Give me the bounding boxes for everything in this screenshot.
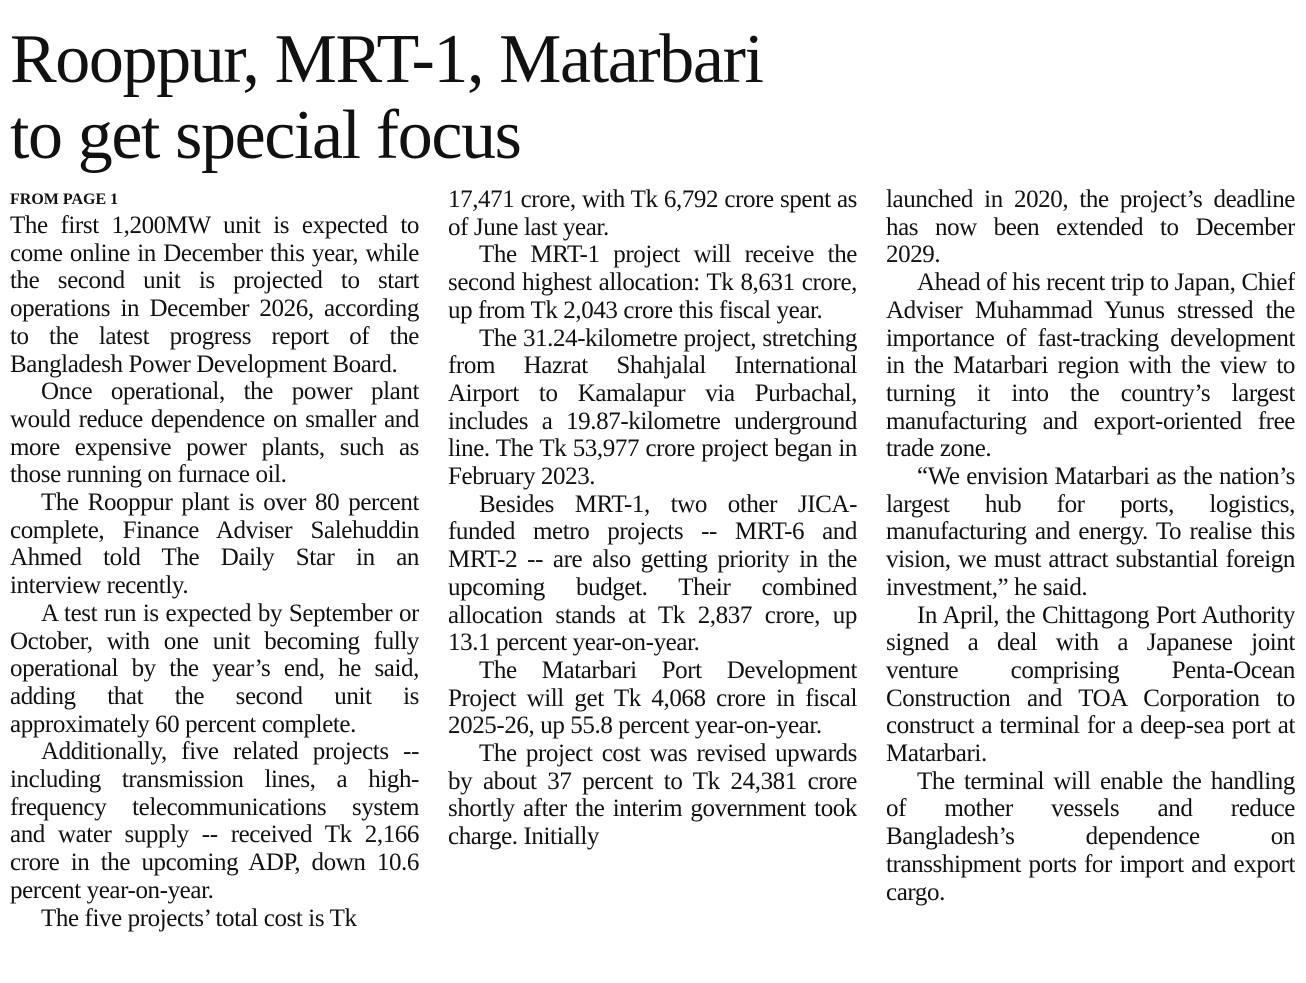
kicker: FROM PAGE 1	[10, 191, 119, 208]
article-column-2	[448, 186, 857, 978]
paragraph: The project cost was revised upwards by about 37 percent to Tk 24,381 crore shortly after the interim government took charge. Initially	[448, 740, 857, 851]
paragraph: The first 1,200MW unit is expected to come online in December this year, while the second unit is projected to start operations in December 2026, according to the latest progress report of the Bangladesh Power Development Board.	[10, 212, 419, 378]
article-column-1	[10, 186, 419, 978]
paragraph: The MRT-1 project will receive the second highest allocation: Tk 8,631 crore, up from Tk 2,043 crore this fiscal year.	[448, 241, 857, 324]
paragraph: The Matarbari Port Development Project will get Tk 4,068 crore in fiscal 2025-26, up 55.8 percent year-on-year.	[448, 656, 857, 740]
headline-line-1: Rooppur, MRT-1, Matarbari	[10, 21, 763, 98]
paragraph: The Rooppur plant is over 80 percent complete, Finance Adviser Salehuddin Ahmed told The Daily Star in an interview recently.	[10, 489, 419, 600]
paragraph: Additionally, five related projects -- including transmission lines, a high-frequency telecommunications system and water supply -- received Tk 2,166 crore in the upcoming ADP, down 10.6 percent year-on-year.	[10, 738, 419, 904]
paragraph: Once operational, the power plant would reduce dependence on smaller and more expensive power plants, such as those running on furnace oil.	[10, 378, 419, 489]
paragraph: A test run is expected by September or October, with one unit becoming fully operational by the year’s end, he said, adding that the second unit is approximately 60 percent complete.	[10, 599, 419, 738]
paragraph: launched in 2020, the project’s deadline has now been extended to December 2029.	[886, 186, 1295, 269]
paragraph: The 31.24-kilometre project, stretching from Hazrat Shahjalal International Airport to Kamalapur via Purbachal, includes a 19.87-kilometre underground line. The Tk 53,977 crore project began in February 2023.	[448, 324, 857, 491]
paragraph: The five projects’ total cost is Tk	[41, 904, 357, 932]
paragraph: “We envision Matarbari as the nation’s largest hub for ports, logistics, manufacturing and energy. To realise this vision, we must attract substantial foreign investment,” he said.	[886, 463, 1295, 601]
paragraph: 17,471 crore, with Tk 6,792 crore spent as of June last year.	[448, 186, 857, 241]
headline-line-2: to get special focus	[10, 97, 521, 174]
paragraph: The terminal will enable the handling of mother vessels and reduce Bangladesh’s dependence on transshipment ports for import and export cargo.	[886, 767, 1295, 906]
article-column-3	[886, 186, 1295, 978]
paragraph: Ahead of his recent trip to Japan, Chief Adviser Muhammad Yunus stressed the importance of fast-tracking development in the Matarbari region with the view to turning it into the country’s largest manufacturing and export-oriented free trade zone.	[886, 269, 1295, 463]
headline	[10, 22, 1290, 174]
paragraph: In April, the Chittagong Port Authority signed a deal with a Japanese joint venture comprising Penta-Ocean Construction and TOA Corporation to construct a terminal for a deep-sea port at Matarbari.	[886, 601, 1295, 768]
paragraph: Besides MRT-1, two other JICA-funded metro projects -- MRT-6 and MRT-2 -- are also getting priority in the upcoming budget. Their combined allocation stands at Tk 2,837 crore, up 13.1 percent year-on-year.	[448, 490, 857, 657]
